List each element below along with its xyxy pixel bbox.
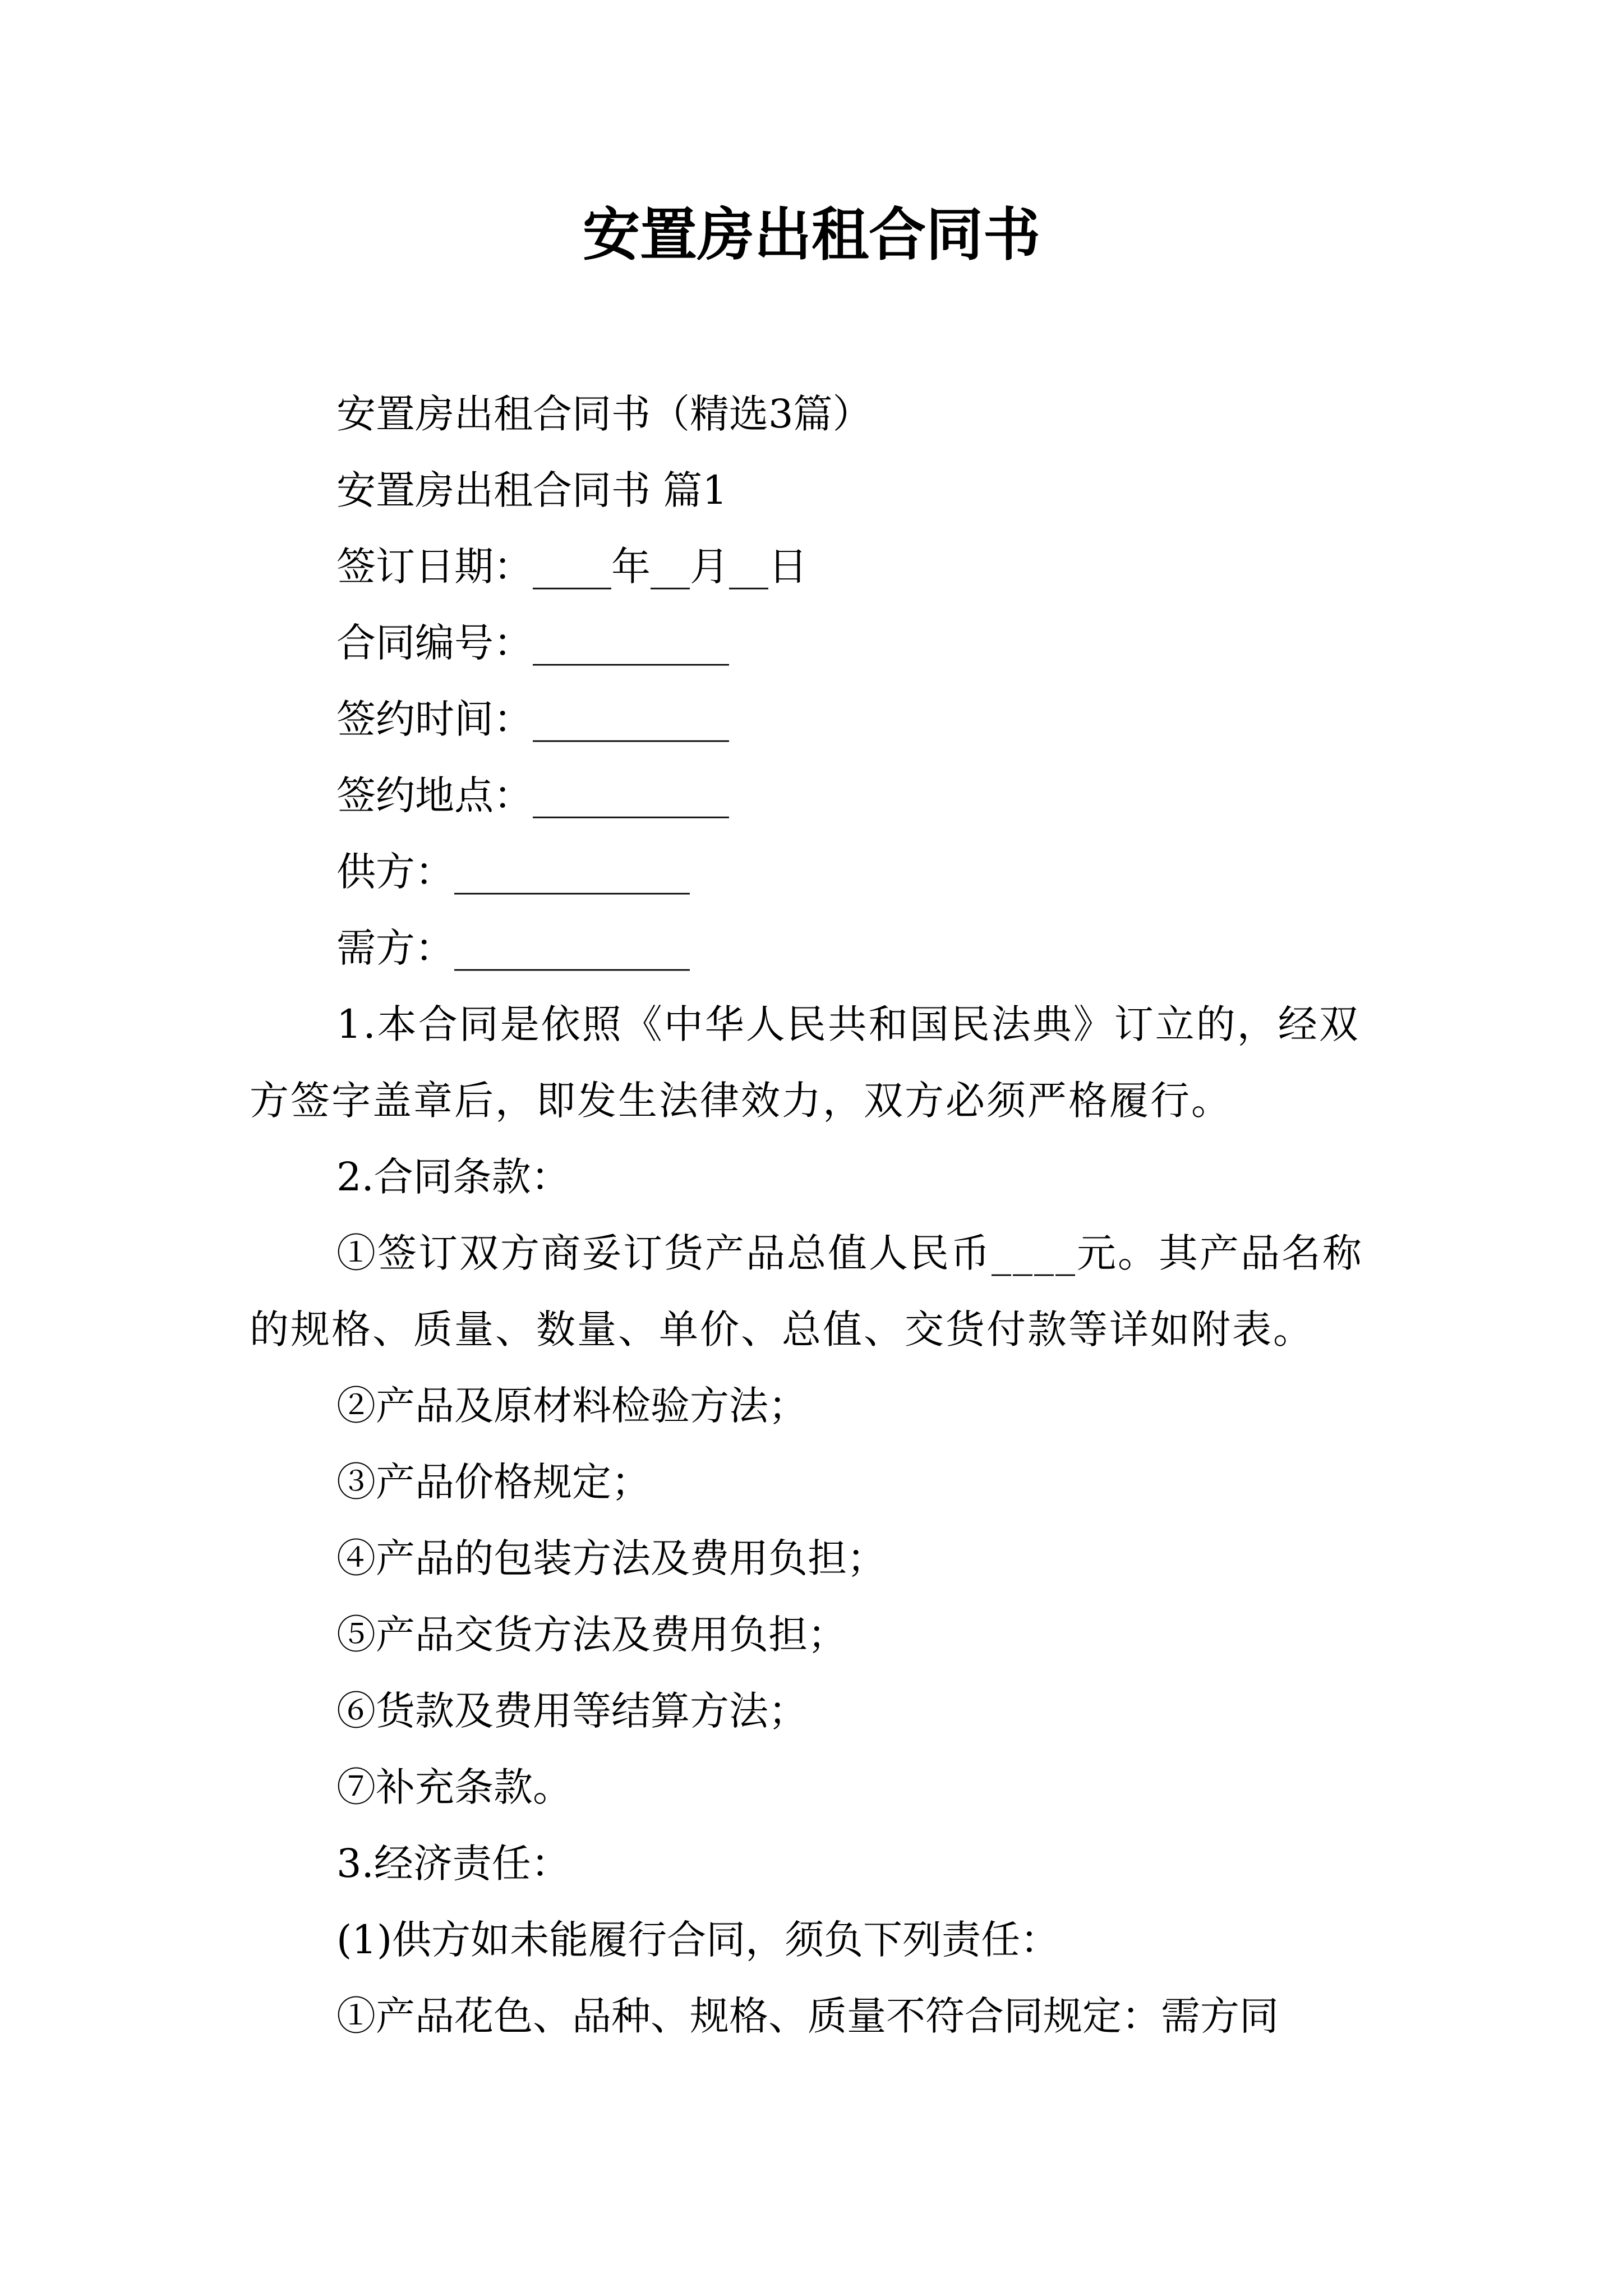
paragraph: ⑤产品交货方法及费用负担；	[336, 1612, 847, 1658]
document-title: 安置房出租合同书	[583, 202, 1040, 269]
paragraph: ⑦补充条款。	[336, 1764, 572, 1810]
sign-location-field: 签约地点：__________	[336, 772, 729, 818]
paragraph: ①产品花色、品种、规格、质量不符合同规定：需方同	[336, 1993, 1279, 2039]
supplier-field: 供方：____________	[336, 849, 690, 895]
paragraph: 1.本合同是依照《中华人民共和国民法典》订立的，经双方签字盖章后，即发生法律效力，双方必须严格履行。	[250, 1001, 1360, 1124]
section-heading: 安置房出租合同书 篇1	[336, 467, 727, 513]
paragraph: 3.经济责任：	[336, 1841, 570, 1887]
paragraph: (1)供方如未能履行合同，须负下列责任：	[336, 1917, 1060, 1963]
buyer-field: 需方：____________	[336, 925, 690, 971]
paragraph: ②产品及原材料检验方法；	[336, 1383, 808, 1429]
sign-date-field: 签订日期：____年__月__日	[336, 544, 808, 590]
sign-time-field: 签约时间：__________	[336, 696, 729, 742]
subtitle-line: 安置房出租合同书（精选3篇）	[336, 391, 872, 437]
paragraph: ④产品的包装方法及费用负担；	[336, 1535, 886, 1581]
document-body	[250, 376, 1391, 2054]
paragraph: ⑥货款及费用等结算方法；	[336, 1688, 808, 1734]
paragraph: ①签订双方商妥订货产品总值人民币____元。其产品名称的规格、质量、数量、单价、总值、交货付款等详如附表。	[250, 1230, 1363, 1352]
paragraph: ③产品价格规定；	[336, 1459, 651, 1505]
contract-number-field: 合同编号：__________	[336, 620, 729, 666]
paragraph: 2.合同条款：	[336, 1154, 570, 1200]
